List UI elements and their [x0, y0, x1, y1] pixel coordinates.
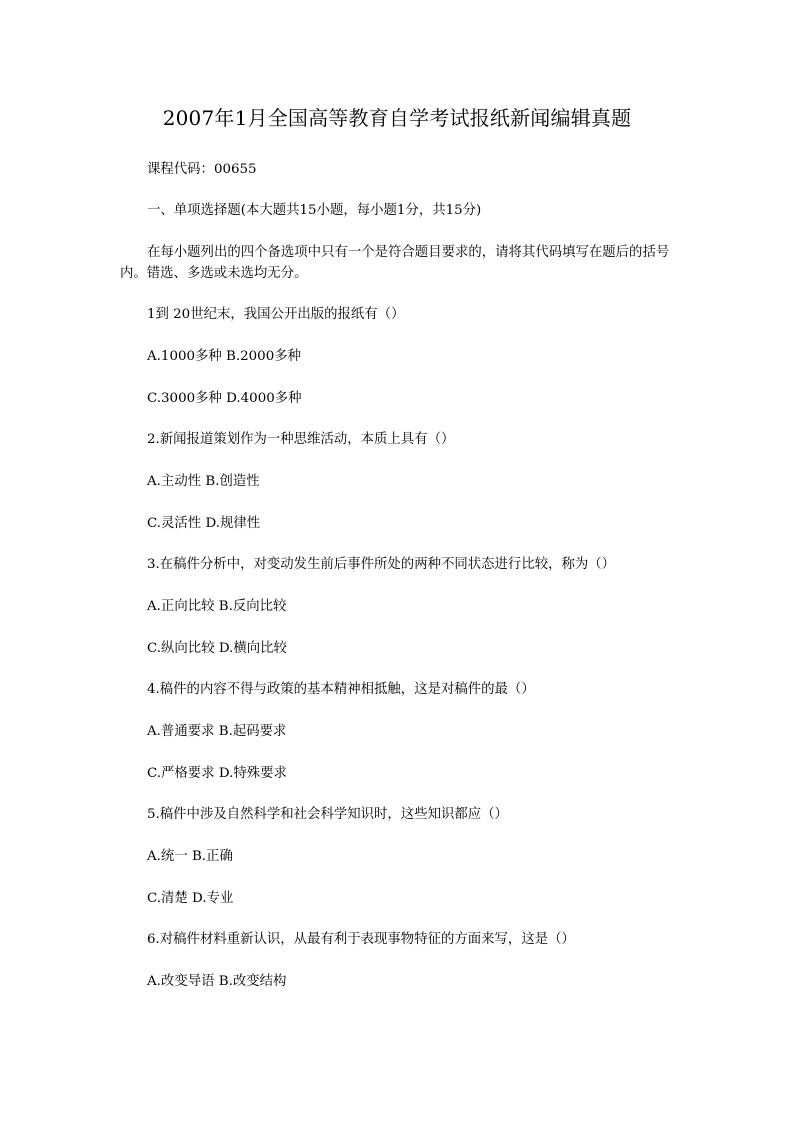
question-4-options-ab: A.普通要求 B.起码要求: [147, 724, 287, 739]
question-6-options-ab: A.改变导语 B.改变结构: [147, 974, 287, 989]
section-heading: 一、单项选择题(本大题共15小题，每小题1分，共15分): [147, 203, 482, 218]
question-2-options-cd: C.灵活性 D.规律性: [147, 516, 261, 531]
question-5-options-cd: C.清楚 D.专业: [147, 891, 234, 906]
question-3: 3.在稿件分析中，对变动发生前后事件所处的两种不同状态进行比较，称为（）: [147, 557, 616, 572]
question-4-options-cd: C.严格要求 D.特殊要求: [147, 766, 287, 781]
course-code: 课程代码：00655: [147, 162, 257, 177]
question-5-options-ab: A.统一 B.正确: [147, 849, 233, 864]
question-5: 5.稿件中涉及自然科学和社会科学知识时，这些知识都应（）: [147, 807, 508, 822]
question-1-options-cd: C.3000多种 D.4000多种: [147, 391, 302, 406]
question-6: 6.对稿件材料重新认识，从最有利于表现事物特征的方面来写，这是（）: [147, 932, 575, 947]
question-2-options-ab: A.主动性 B.创造性: [147, 474, 260, 489]
document-title: 2007年1月全国高等教育自学考试报纸新闻编辑真题: [162, 106, 632, 130]
question-4: 4.稿件的内容不得与政策的基本精神相抵触，这是对稿件的最（）: [147, 682, 535, 697]
question-3-options-ab: A.正向比较 B.反向比较: [147, 599, 287, 614]
question-1: 1到 20世纪末，我国公开出版的报纸有（）: [147, 307, 405, 322]
question-3-options-cd: C.纵向比较 D.横向比较: [147, 641, 287, 656]
instructions-paragraph: 在每小题列出的四个备选项中只有一个是符合题目要求的，请将其代码填写在题后的括号内。错选、多选或未选均无分。: [120, 245, 670, 281]
question-1-options-ab: A.1000多种 B.2000多种: [147, 349, 301, 364]
question-2: 2.新闻报道策划作为一种思维活动，本质上具有（）: [147, 432, 455, 447]
